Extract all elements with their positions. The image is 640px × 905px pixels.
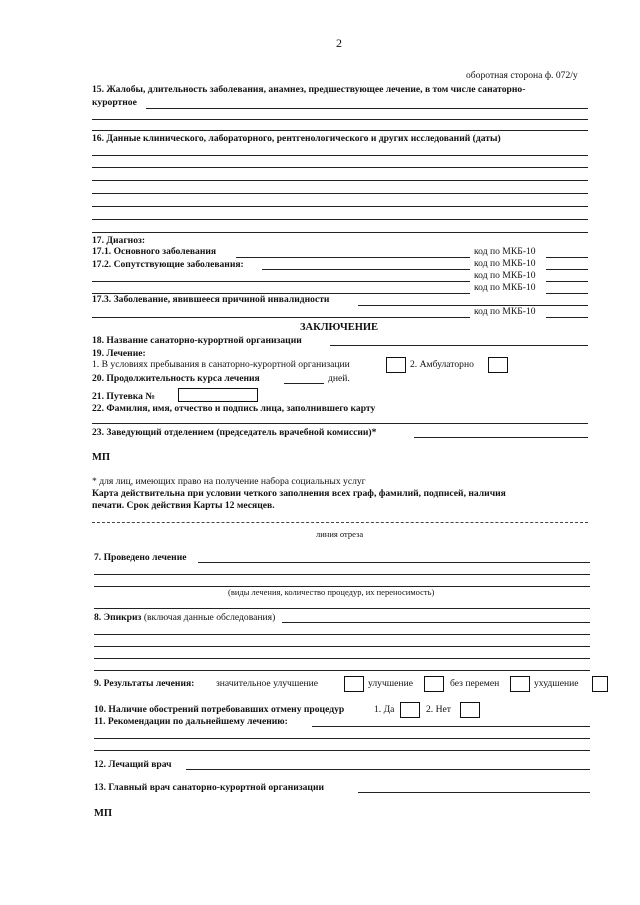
exacerbation-yes-checkbox[interactable]: [400, 702, 420, 718]
chief-doctor-line[interactable]: [358, 792, 590, 793]
section-17-label: 17. Диагноз:: [92, 235, 146, 246]
conclusion-title: ЗАКЛЮЧЕНИЕ: [300, 322, 379, 333]
inpatient-checkbox[interactable]: [386, 357, 406, 373]
section-16-line[interactable]: [92, 206, 588, 207]
section-15-line[interactable]: [92, 119, 588, 120]
mkb-code-line[interactable]: [546, 293, 588, 294]
attending-doctor-line[interactable]: [186, 769, 590, 770]
result-worse-checkbox[interactable]: [592, 676, 608, 692]
recommendations-line[interactable]: [94, 750, 590, 751]
result-improvement-checkbox[interactable]: [424, 676, 444, 692]
footnote: * для лиц, имеющих право на получение набора социальных услуг: [92, 476, 366, 487]
epicrisis-line[interactable]: [94, 658, 590, 659]
validity-note-cont: печати. Срок действия Карты 12 месяцев.: [92, 500, 275, 511]
mkb-code-label: код по МКБ-10: [474, 282, 536, 293]
section-20-label: 20. Продолжительность курса лечения: [92, 373, 260, 384]
section-23-label: 23. Заведующий отделением (председатель врачебной комиссии)*: [92, 427, 377, 438]
days-label: дней.: [328, 373, 350, 384]
cut-line: [92, 522, 588, 523]
section-19-label: 19. Лечение:: [92, 348, 146, 359]
section-17-2-label: 17.2. Сопутствующие заболевания:: [92, 259, 244, 270]
section-18-label: 18. Название санаторно-курортной организации: [92, 335, 302, 346]
page-number: 2: [336, 36, 342, 50]
result-no-change-checkbox[interactable]: [510, 676, 530, 692]
mkb-code-line[interactable]: [546, 257, 588, 258]
mkb-code-label: код по МКБ-10: [474, 306, 536, 317]
epicrisis-line[interactable]: [282, 622, 590, 623]
diagnosis-main-line[interactable]: [236, 257, 470, 258]
outpatient-checkbox[interactable]: [488, 357, 508, 373]
filler-name-line[interactable]: [92, 423, 588, 424]
section-21-label: 21. Путевка №: [92, 391, 156, 402]
mkb-code-label: код по МКБ-10: [474, 270, 536, 281]
disability-disease-line[interactable]: [92, 317, 470, 318]
mkb-code-line[interactable]: [546, 317, 588, 318]
stamp-place-label-2: МП: [94, 808, 113, 819]
mkb-code-line[interactable]: [546, 281, 588, 282]
treatment-option-outpatient: 2. Амбулаторно: [410, 359, 474, 370]
result-option: без перемен: [450, 678, 500, 689]
exacerbation-no-checkbox[interactable]: [460, 702, 480, 718]
result-option: ухудшение: [534, 678, 579, 689]
section-16-line[interactable]: [92, 193, 588, 194]
voucher-number-field[interactable]: [178, 388, 258, 402]
cut-line-label: линия отреза: [316, 529, 364, 539]
section-16-line[interactable]: [92, 232, 588, 233]
result-option: значительное улучшение: [216, 678, 319, 689]
section-16-line[interactable]: [92, 219, 588, 220]
epicrisis-label: 8. Эпикриз: [94, 612, 142, 623]
epicrisis-line[interactable]: [94, 646, 590, 647]
tear-section-10-label: 10. Наличие обострений потребовавших отмену процедур: [94, 704, 345, 715]
head-signature-line[interactable]: [414, 437, 588, 438]
treatment-caption: (виды лечения, количество процедур, их переносимость): [228, 587, 435, 597]
section-15-line[interactable]: [146, 108, 588, 109]
course-duration-line[interactable]: [284, 383, 324, 384]
tear-section-11-label: 11. Рекомендации по дальнейшему лечению:: [94, 716, 288, 727]
tear-section-7-label: 7. Проведено лечение: [94, 552, 187, 563]
exacerbation-yes-label: 1. Да: [374, 704, 395, 715]
tear-section-8-label: [94, 612, 275, 623]
result-significant-checkbox[interactable]: [344, 676, 364, 692]
section-15-line[interactable]: [92, 130, 588, 131]
section-16-line[interactable]: [92, 167, 588, 168]
mkb-code-label: код по МКБ-10: [474, 258, 536, 269]
epicrisis-line[interactable]: [94, 670, 590, 671]
diagnosis-secondary-line[interactable]: [262, 269, 470, 270]
mkb-code-label: код по МКБ-10: [474, 246, 536, 257]
treatment-performed-line[interactable]: [198, 562, 590, 563]
recommendations-line[interactable]: [94, 738, 590, 739]
diagnosis-secondary-line[interactable]: [92, 281, 470, 282]
treatment-performed-line[interactable]: [94, 608, 590, 609]
stamp-place-label: МП: [92, 452, 111, 463]
section-16-line[interactable]: [92, 180, 588, 181]
section-17-1-label: 17.1. Основного заболевания: [92, 246, 217, 257]
tear-section-9-label: 9. Результаты лечения:: [94, 678, 195, 689]
tear-section-12-label: 12. Лечащий врач: [94, 759, 172, 770]
section-16-label: 16. Данные клинического, лабораторного, рентгенологического и других исследований (даты): [92, 133, 501, 144]
result-option: улучшение: [368, 678, 413, 689]
recommendations-line[interactable]: [312, 726, 590, 727]
section-15-label: 15. Жалобы, длительность заболевания, анамнез, предшествующее лечение, в том числе санаторно-: [92, 84, 526, 95]
validity-note: Карта действительна при условии четкого заполнения всех граф, фамилий, подписей, наличия: [92, 488, 506, 499]
disability-disease-line[interactable]: [358, 305, 588, 306]
form-side-label: оборотная сторона ф. 072/у: [466, 70, 578, 81]
section-22-label: 22. Фамилия, имя, отчество и подпись лица, заполнившего карту: [92, 403, 376, 414]
mkb-code-line[interactable]: [546, 269, 588, 270]
epicrisis-line[interactable]: [94, 634, 590, 635]
treatment-performed-line[interactable]: [94, 574, 590, 575]
section-15-label-cont: курортное: [92, 97, 137, 108]
epicrisis-note: (включая данные обследования): [143, 612, 276, 623]
tear-section-13-label: 13. Главный врач санаторно-курортной организации: [94, 782, 325, 793]
treatment-option-inpatient: 1. В условиях пребывания в санаторно-курортной организации: [92, 359, 350, 370]
section-17-3-label: 17.3. Заболевание, явившееся причиной инвалидности: [92, 294, 330, 305]
section-16-line[interactable]: [92, 155, 588, 156]
exacerbation-no-label: 2. Нет: [426, 704, 451, 715]
sanatorium-name-line[interactable]: [330, 345, 588, 346]
